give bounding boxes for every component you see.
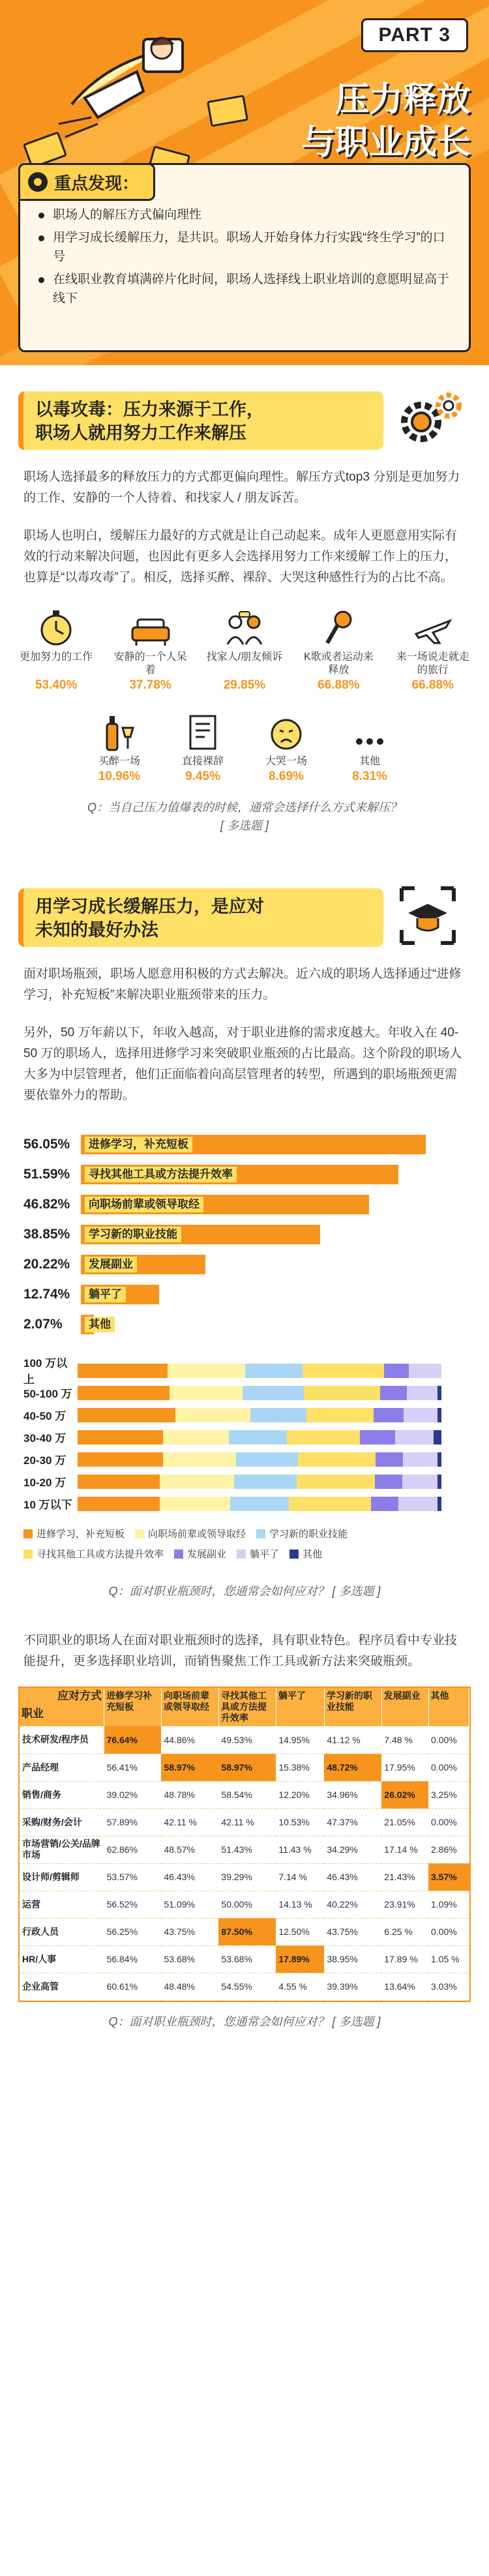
table-row <box>20 1918 469 1945</box>
section-1-paragraph: 职场人也明白，缓解压力最好的方式就是让自己动起来。成年人更愿意用实际有效的行动来解决问题，也因此有更多人会选择用努力工作来缓解工作上的压力，也算是“以毒攻毒”了。相反，选择买醉、裸辞、大哭这种感性行为的占比不高。 <box>23 529 458 584</box>
stacked-segment <box>170 1386 243 1400</box>
table-cell: 58.97% <box>161 1754 218 1781</box>
section-2-paragraph: 不同职业的职场人在面对职业瓶颈时的选择，具有职业特色。程序员看中专业技能提升，更多选择职业培训，而销售聚焦工作工具或新方法来突破瓶颈。 <box>23 1634 458 1668</box>
table-row <box>20 1726 469 1754</box>
occupation-table <box>18 1686 471 2002</box>
legend-label: 躺平了 <box>250 1549 280 1560</box>
table-cell: 7.48 % <box>381 1726 428 1754</box>
section-2-header <box>18 880 471 952</box>
stacked-segment <box>243 1386 304 1400</box>
stacked-segment <box>380 1386 407 1400</box>
legend-swatch <box>237 1550 246 1559</box>
stacked-segment <box>360 1430 394 1445</box>
stacked-segment <box>375 1475 402 1489</box>
bar-value-label: 12.74% <box>23 1287 70 1302</box>
stacked-segment <box>395 1430 434 1445</box>
stacked-segment <box>398 1497 437 1511</box>
option-percent: 8.69% <box>269 770 304 783</box>
stress-relief-icons-row <box>9 710 480 784</box>
option-label: 直接裸辞 <box>181 756 224 767</box>
table-column-header: 向职场前辈或领导取经 <box>161 1688 218 1726</box>
legend-swatch <box>23 1550 33 1559</box>
table-cell: 48.78% <box>161 1781 218 1808</box>
table-cell: 21.05% <box>381 1808 428 1836</box>
bar-row <box>23 1310 466 1340</box>
table-cell: 87.50% <box>218 1918 276 1945</box>
part-label: PART 3 <box>361 18 468 52</box>
stopwatch-icon <box>38 609 74 647</box>
stress-option <box>299 605 378 693</box>
stacked-row <box>23 1426 466 1448</box>
stacked-segment <box>402 1475 437 1489</box>
pin-icon <box>28 172 48 192</box>
stacked-segment <box>78 1497 160 1511</box>
resignation-letter-icon <box>188 713 218 751</box>
stacked-bar <box>77 1474 442 1488</box>
table-row <box>20 1945 469 1973</box>
table-cell: 17.95% <box>381 1754 428 1781</box>
table-cell: 48.57% <box>161 1836 218 1863</box>
table-cell: 3.57% <box>428 1863 469 1891</box>
stacked-segment <box>437 1475 441 1489</box>
option-percent: 37.78% <box>129 678 171 692</box>
table-cell: 48.72% <box>324 1754 381 1781</box>
stacked-row <box>23 1448 466 1470</box>
stress-option <box>394 605 472 693</box>
section-title-line: 用学习成长缓解压力，是应对 <box>35 897 264 916</box>
legend-swatch <box>23 1529 33 1538</box>
occupation-name: 运营 <box>20 1891 104 1918</box>
stacked-segment <box>409 1364 441 1378</box>
bar-value-label: 20.22% <box>23 1257 70 1272</box>
table-cell: 17.89 % <box>381 1945 428 1973</box>
legend-swatch <box>135 1529 144 1538</box>
stacked-segment <box>384 1364 409 1378</box>
income-stacked-bar-chart <box>23 1359 466 1514</box>
table-cell: 51.09% <box>161 1891 218 1918</box>
section-1-title <box>18 391 383 450</box>
table-cell: 4.55 % <box>276 1973 324 2000</box>
stress-option <box>80 710 158 784</box>
bar-category-label: 其他 <box>85 1317 115 1332</box>
stress-option <box>205 605 284 693</box>
occupation-name: 技术研发/程序员 <box>20 1726 104 1754</box>
bar-value-label: 2.07% <box>23 1317 63 1332</box>
stacked-segment <box>163 1452 237 1467</box>
legend-label: 学习新的职业技能 <box>269 1529 348 1540</box>
stacked-segment <box>297 1475 375 1489</box>
bar-row <box>23 1250 466 1280</box>
table-cell: 38.95% <box>324 1945 381 1973</box>
stacked-segment <box>434 1430 441 1445</box>
table-cell: 56.84% <box>104 1945 162 1973</box>
table-cell: 34.96% <box>324 1781 381 1808</box>
occupation-name: 行政人员 <box>20 1918 104 1945</box>
table-cell: 14.95% <box>276 1726 324 1754</box>
table-cell: 50.00% <box>218 1891 276 1918</box>
key-findings-box <box>18 163 471 352</box>
finding-item: 在线职业教育填满碎片化时间，职场人选择线上职业培训的意愿明显高于线下 <box>37 270 452 308</box>
table-column-header: 寻找其他工具或方法提升效率 <box>218 1688 276 1726</box>
table-cell: 46.43% <box>161 1863 218 1891</box>
option-percent: 9.45% <box>185 770 220 783</box>
table-cell: 58.54% <box>218 1781 276 1808</box>
legend-item <box>23 1547 164 1561</box>
table-cell: 42.11 % <box>161 1808 218 1836</box>
title-line-2: 与职业成长 <box>301 124 471 162</box>
legend-swatch <box>174 1550 183 1559</box>
income-label: 100 万以上 <box>23 1357 68 1386</box>
table-cell: 13.64% <box>381 1973 428 2000</box>
table-column-header: 躺平了 <box>276 1688 324 1726</box>
table-cell: 56.52% <box>104 1891 162 1918</box>
option-percent: 10.96% <box>98 770 141 783</box>
legend-label: 寻找其他工具或方法提升效率 <box>37 1549 164 1560</box>
bar-value-label: 56.05% <box>23 1137 70 1152</box>
stacked-segment <box>160 1497 230 1511</box>
table-cell: 44.86% <box>161 1726 218 1754</box>
table-corner-header <box>20 1688 104 1726</box>
option-label: 来一场说走就走的旅行 <box>396 651 469 676</box>
bar-category-label: 躺平了 <box>85 1287 126 1302</box>
section-2-paragraph: 面对职场瓶颈，职场人愿意用积极的方式去解决。近六成的职场人选择通过“进修学习，补充短板”来解决职业瓶颈带来的压力。 <box>23 967 462 1002</box>
airplane-icon <box>413 614 452 647</box>
table-cell: 12.20% <box>276 1781 324 1808</box>
sofa-icon <box>131 614 170 647</box>
legend-swatch <box>256 1529 265 1538</box>
section-2-paragraph: 另外，50 万年薪以下，年收入越高，对于职业进修的需求度越大。年收入在 40-50 万的职场人，选择用进修学习来突破职业瓶颈的占比最高。这个阶段的职场人大多为中层管理者，他们正面临着向高层管理者的转型，所遇到的职场瓶颈更需要依靠外力的帮助。 <box>23 1026 462 1102</box>
stacked-segment <box>245 1364 303 1378</box>
occupation-name: 市场营销/公关/品牌市场 <box>20 1836 104 1863</box>
table-row <box>20 1863 469 1891</box>
occupation-name: 设计师/剪辑师 <box>20 1863 104 1891</box>
section-title-line: 职场人就用努力工作来解压 <box>35 423 246 443</box>
bar-row <box>23 1220 466 1250</box>
stress-relief-icons-row <box>9 605 480 693</box>
stacked-segment <box>437 1386 441 1400</box>
finding-item: 用学习成长缓解压力，是共识。职场人开始身体力行实践“终生学习”的口号 <box>37 228 452 266</box>
stacked-row <box>23 1403 466 1426</box>
table-cell: 11.43 % <box>276 1836 324 1863</box>
table-cell: 62.86% <box>104 1836 162 1863</box>
section-1-paragraph: 职场人选择最多的释放压力的方式都更偏向理性。解压方式top3 分别是更加努力的工作、安静的一个人待着、和找家人 / 朋友诉苦。 <box>23 470 460 505</box>
survey-question: Q：面对职业瓶颈时，您通常会如何应对？ [ 多选题 ] <box>108 1585 381 1598</box>
question-note: [ 多选题 ] <box>220 819 269 832</box>
table-cell: 53.57% <box>104 1863 162 1891</box>
stacked-segment <box>229 1430 287 1445</box>
table-cell: 0.00% <box>428 1808 469 1836</box>
stacked-segment <box>175 1408 250 1422</box>
stacked-bar <box>77 1452 442 1466</box>
option-label: 安静的一个人呆着 <box>113 651 187 676</box>
table-cell: 53.68% <box>218 1945 276 1973</box>
table-cell: 42.11 % <box>218 1808 276 1836</box>
table-cell: 12.50% <box>276 1918 324 1945</box>
bottleneck-bar-chart <box>23 1130 466 1340</box>
title-line-1: 压力释放 <box>334 81 471 119</box>
table-row <box>20 1836 469 1863</box>
table-cell: 39.29% <box>218 1863 276 1891</box>
people-talking-icon <box>225 610 264 647</box>
option-percent: 66.88% <box>318 678 360 692</box>
option-label: 大哭一场 <box>265 756 307 767</box>
stacked-segment <box>78 1386 170 1400</box>
stacked-segment <box>304 1386 380 1400</box>
table-row <box>20 1973 469 2000</box>
table-cell: 48.48% <box>161 1973 218 2000</box>
bar-category-label: 学习新的职业技能 <box>85 1227 181 1242</box>
stacked-bar <box>77 1430 442 1444</box>
table-cell: 14.13 % <box>276 1891 324 1918</box>
legend-swatch <box>289 1550 299 1559</box>
table-cell: 26.02% <box>381 1781 428 1808</box>
occupation-name: 产品经理 <box>20 1754 104 1781</box>
table-cell: 3.03% <box>428 1973 469 2000</box>
bar-category-label: 发展副业 <box>85 1257 137 1272</box>
crying-face-icon <box>269 717 303 751</box>
stacked-segment <box>289 1497 371 1511</box>
bar-category-label: 进修学习，补充短板 <box>85 1137 192 1152</box>
stacked-segment <box>376 1452 403 1467</box>
occupation-name: HR/人事 <box>20 1945 104 1973</box>
graduation-cap-icon <box>389 883 467 948</box>
option-label: 更加努力的工作 <box>20 651 93 663</box>
corner-label-top: 应对方式 <box>57 1690 102 1702</box>
section-title-line: 未知的最好办法 <box>35 920 158 940</box>
stress-option <box>247 710 325 784</box>
stacked-segment <box>78 1475 160 1489</box>
bar-value-label: 46.82% <box>23 1197 70 1212</box>
microphone-icon <box>322 609 355 647</box>
table-cell: 51.43% <box>218 1836 276 1863</box>
gears-icon <box>389 386 467 451</box>
stacked-segment <box>437 1497 441 1511</box>
option-label: 找家人/朋友倾诉 <box>206 651 283 663</box>
stacked-row <box>23 1381 466 1403</box>
stress-option <box>17 605 95 693</box>
bar-row <box>23 1130 466 1160</box>
table-cell: 2.86% <box>428 1836 469 1863</box>
income-label: 10 万以下 <box>23 1498 72 1511</box>
table-column-header: 进修学习补充短板 <box>104 1688 162 1726</box>
corner-label-bottom: 职业 <box>22 1707 44 1720</box>
stacked-segment <box>250 1408 306 1422</box>
bar-track <box>81 1135 466 1154</box>
table-cell: 15.38% <box>276 1754 324 1781</box>
stacked-segment <box>160 1475 234 1489</box>
section-title-line: 以毒攻毒：压力来源于工作， <box>35 400 264 419</box>
stacked-segment <box>437 1408 441 1422</box>
occupation-name: 采购/财务/会计 <box>20 1808 104 1836</box>
key-findings-label: 重点发现： <box>54 173 140 193</box>
table-cell: 58.97% <box>218 1754 276 1781</box>
bar-value-label: 51.59% <box>23 1167 70 1182</box>
page-title <box>301 78 471 164</box>
bar-track <box>81 1255 466 1274</box>
bar-category-label: 寻找其他工具或方法提升效率 <box>85 1167 237 1182</box>
stacked-segment <box>163 1430 229 1445</box>
table-column-header: 其他 <box>428 1688 469 1726</box>
legend-item <box>256 1527 348 1540</box>
stress-option <box>164 710 242 784</box>
stacked-segment <box>404 1408 437 1422</box>
book-icon <box>207 95 248 127</box>
stacked-segment <box>168 1364 245 1378</box>
finding-item: 职场人的解压方式偏向理性 <box>37 205 452 224</box>
survey-question: Q：面对职业瓶颈时，您通常会如何应对？ [ 多选题 ] <box>108 2014 381 2028</box>
table-cell: 53.68% <box>161 1945 218 1973</box>
option-percent: 53.40% <box>35 678 78 692</box>
hero-banner <box>0 0 489 365</box>
stacked-bar <box>77 1407 442 1422</box>
option-percent: 66.88% <box>411 678 454 692</box>
stacked-row <box>23 1357 466 1386</box>
chart-legend <box>23 1523 466 1564</box>
income-label: 40-50 万 <box>23 1409 67 1422</box>
income-label: 30-40 万 <box>23 1431 67 1445</box>
table-cell: 17.14 % <box>381 1836 428 1863</box>
stacked-bar <box>77 1496 442 1510</box>
wine-icon <box>103 715 136 751</box>
table-cell: 39.39% <box>324 1973 381 2000</box>
option-percent: 29.85% <box>223 678 266 692</box>
legend-item <box>237 1547 279 1561</box>
income-label: 10-20 万 <box>23 1476 67 1489</box>
stacked-segment <box>234 1475 297 1489</box>
option-percent: 8.31% <box>352 770 387 783</box>
stacked-segment <box>230 1497 289 1511</box>
table-cell: 3.25% <box>428 1781 469 1808</box>
stacked-bar <box>77 1385 442 1400</box>
legend-label: 进修学习，补充短板 <box>37 1529 125 1540</box>
occupation-table-grid <box>20 1688 469 2001</box>
section-2-title <box>18 888 383 947</box>
table-cell: 17.89% <box>276 1945 324 1973</box>
bar-track <box>81 1285 466 1304</box>
bar-track <box>81 1225 466 1244</box>
table-cell: 1.05 % <box>428 1945 469 1973</box>
table-cell: 57.89% <box>104 1808 162 1836</box>
table-cell: 0.00% <box>428 1918 469 1945</box>
bar-row <box>23 1160 466 1190</box>
stacked-row <box>23 1492 466 1514</box>
legend-item <box>23 1527 125 1540</box>
stacked-row <box>23 1470 466 1492</box>
table-row <box>20 1754 469 1781</box>
stacked-segment <box>303 1364 384 1378</box>
stacked-segment <box>287 1430 361 1445</box>
table-cell: 0.00% <box>428 1726 469 1754</box>
legend-item <box>289 1547 322 1561</box>
table-cell: 6.25 % <box>381 1918 428 1945</box>
stacked-segment <box>78 1408 175 1422</box>
bar-track <box>81 1165 466 1184</box>
survey-question <box>26 798 463 835</box>
bar-row <box>23 1280 466 1310</box>
option-label: 买醉一场 <box>98 756 140 767</box>
findings-list <box>37 205 452 308</box>
table-cell: 10.53% <box>276 1808 324 1836</box>
table-cell: 34.29% <box>324 1836 381 1863</box>
legend-label: 向职场前辈或领导取经 <box>148 1529 246 1540</box>
stacked-segment <box>306 1408 374 1422</box>
stacked-segment <box>236 1452 298 1467</box>
table-cell: 40.22% <box>324 1891 381 1918</box>
key-findings-header <box>18 163 155 201</box>
table-cell: 56.41% <box>104 1754 162 1781</box>
more-icon <box>353 732 387 751</box>
legend-label: 发展副业 <box>187 1549 227 1560</box>
stacked-segment <box>437 1452 441 1467</box>
table-header-row <box>20 1688 469 1726</box>
table-column-header: 发展副业 <box>381 1688 428 1726</box>
table-cell: 43.75% <box>161 1918 218 1945</box>
bar-value-label: 38.85% <box>23 1227 70 1242</box>
legend-label: 其他 <box>303 1549 323 1560</box>
stacked-segment <box>403 1452 437 1467</box>
option-label: K歌或者运动来释放 <box>304 651 374 676</box>
stacked-segment <box>298 1452 376 1467</box>
stress-option <box>331 710 409 784</box>
section-1-header <box>18 383 471 455</box>
stacked-segment <box>78 1430 163 1445</box>
table-cell: 54.55% <box>218 1973 276 2000</box>
stress-option <box>111 605 190 693</box>
table-cell: 76.64% <box>104 1726 162 1754</box>
income-label: 50-100 万 <box>23 1387 72 1400</box>
table-cell: 41.12 % <box>324 1726 381 1754</box>
question-text: Q：当自己压力值爆表的时候，通常会选择什么方式来解压？ <box>87 801 402 814</box>
stacked-segment <box>374 1408 404 1422</box>
table-cell: 43.75% <box>324 1918 381 1945</box>
stacked-segment <box>78 1364 168 1378</box>
table-cell: 39.02% <box>104 1781 162 1808</box>
occupation-name: 企业高管 <box>20 1973 104 2000</box>
table-cell: 49.53% <box>218 1726 276 1754</box>
table-cell: 21.43% <box>381 1863 428 1891</box>
table-cell: 7.14 % <box>276 1863 324 1891</box>
table-row <box>20 1781 469 1808</box>
bar-row <box>23 1190 466 1220</box>
table-column-header: 学习新的职业技能 <box>324 1688 381 1726</box>
flying-person-icon <box>46 26 215 157</box>
legend-item <box>135 1527 246 1540</box>
table-cell: 0.00% <box>428 1754 469 1781</box>
stacked-segment <box>371 1497 398 1511</box>
table-cell: 47.37% <box>324 1808 381 1836</box>
table-cell: 46.43% <box>324 1863 381 1891</box>
bar-track <box>81 1315 466 1334</box>
table-cell: 56.25% <box>104 1918 162 1945</box>
income-label: 20-30 万 <box>23 1454 67 1467</box>
bar-track <box>81 1195 466 1214</box>
occupation-name: 销售/商务 <box>20 1781 104 1808</box>
legend-item <box>174 1547 226 1561</box>
stacked-segment <box>78 1452 163 1467</box>
table-row <box>20 1808 469 1836</box>
stacked-bar <box>77 1363 442 1377</box>
stacked-segment <box>407 1386 437 1400</box>
table-cell: 1.09% <box>428 1891 469 1918</box>
bar-category-label: 向职场前辈或领导取经 <box>85 1197 203 1212</box>
table-cell: 23.91% <box>381 1891 428 1918</box>
table-row <box>20 1891 469 1918</box>
table-cell: 60.61% <box>104 1973 162 2000</box>
option-label: 其他 <box>359 756 380 767</box>
